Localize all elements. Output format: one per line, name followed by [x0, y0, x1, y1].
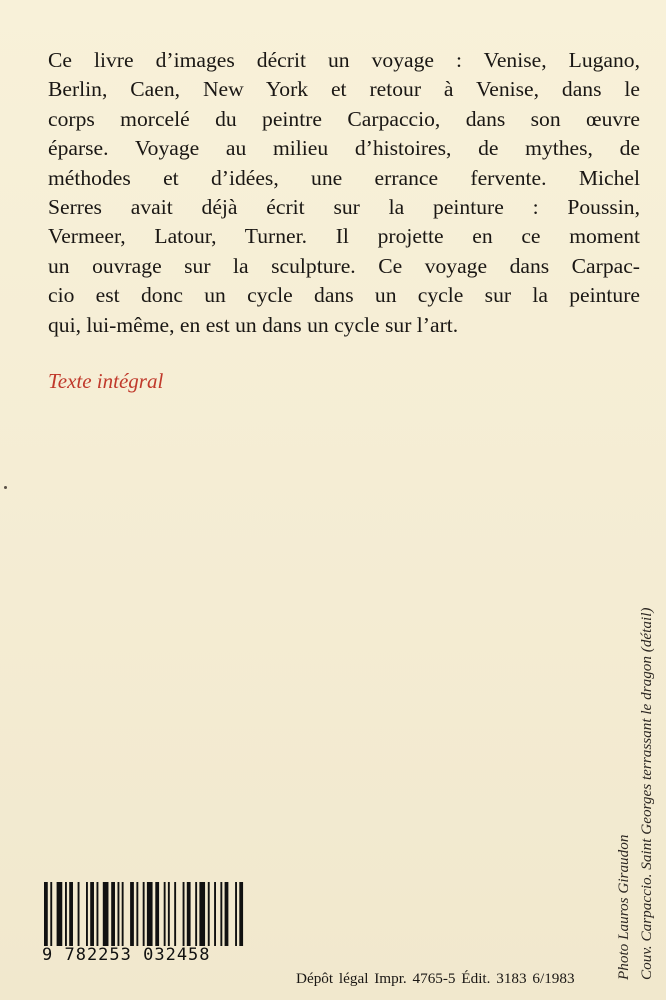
barcode-bar — [183, 882, 185, 946]
barcode-bar — [122, 882, 124, 946]
blurb-line: cio est donc un cycle dans un cycle sur la peinture — [48, 283, 640, 308]
barcode-bar — [235, 882, 237, 946]
barcode-bar — [208, 882, 210, 946]
barcode-bar — [44, 882, 48, 946]
blurb-line: un ouvrage sur la sculpture. Ce voyage dans Carpac- — [48, 253, 640, 278]
cover-credit: Couv. Carpaccio. Saint Georges terrassant le dragon (détail) — [638, 607, 655, 980]
barcode-bar — [78, 882, 80, 946]
barcode-bar — [111, 882, 115, 946]
barcode-bar — [174, 882, 176, 946]
barcode-bar — [187, 882, 191, 946]
barcode-bar — [164, 882, 166, 946]
paper-speck — [4, 486, 7, 489]
barcode-bar — [69, 882, 73, 946]
barcode-bar — [136, 882, 138, 946]
barcode-digits: 9 782253 032458 — [42, 945, 211, 965]
blurb-line: corps morcelé du peintre Carpaccio, dans son œuvre — [48, 106, 640, 131]
blurb-line: Serres avait déjà écrit sur la peinture : Poussin, — [48, 194, 640, 219]
blurb-text — [48, 46, 640, 340]
barcode-bar — [199, 882, 205, 946]
blurb-line: méthodes et d’idées, une errance fervente. Michel — [48, 165, 640, 190]
barcode-bar — [155, 882, 159, 946]
legal-deposit: Dépôt légal Impr. 4765-5 Édit. 3183 6/1983 — [296, 970, 575, 987]
barcode-bar — [143, 882, 145, 946]
blurb-line: Berlin, Caen, New York et retour à Venise, dans le — [48, 77, 640, 102]
barcode-bar — [65, 882, 67, 946]
blurb-line: éparse. Voyage au milieu d’histoires, de mythes, de — [48, 136, 640, 161]
barcode-bar — [97, 882, 99, 946]
barcode-bar — [118, 882, 120, 946]
isbn-barcode — [38, 882, 244, 976]
barcode-bar — [195, 882, 197, 946]
barcode-bars — [38, 882, 244, 948]
barcode-bar — [90, 882, 94, 946]
edition-note: Texte intégral — [48, 369, 164, 393]
barcode-bar — [50, 882, 52, 946]
photo-credit: Photo Lauros Giraudon — [615, 834, 632, 980]
barcode-bar — [220, 882, 222, 946]
barcode-bar — [239, 882, 243, 946]
barcode-bar — [214, 882, 216, 946]
blurb-line: qui, lui-même, en est un dans un cycle sur l’art. — [48, 312, 459, 337]
barcode-bar — [130, 882, 134, 946]
image-credits — [612, 608, 658, 980]
blurb-line: Vermeer, Latour, Turner. Il projette en ce moment — [48, 224, 640, 249]
barcode-bar — [86, 882, 88, 946]
barcode-bar — [57, 882, 63, 946]
barcode-bar — [147, 882, 153, 946]
barcode-bar — [225, 882, 229, 946]
blurb-line: Ce livre d’images décrit un voyage : Venise, Lugano, — [48, 48, 640, 72]
barcode-bar — [103, 882, 109, 946]
barcode-bar — [168, 882, 170, 946]
